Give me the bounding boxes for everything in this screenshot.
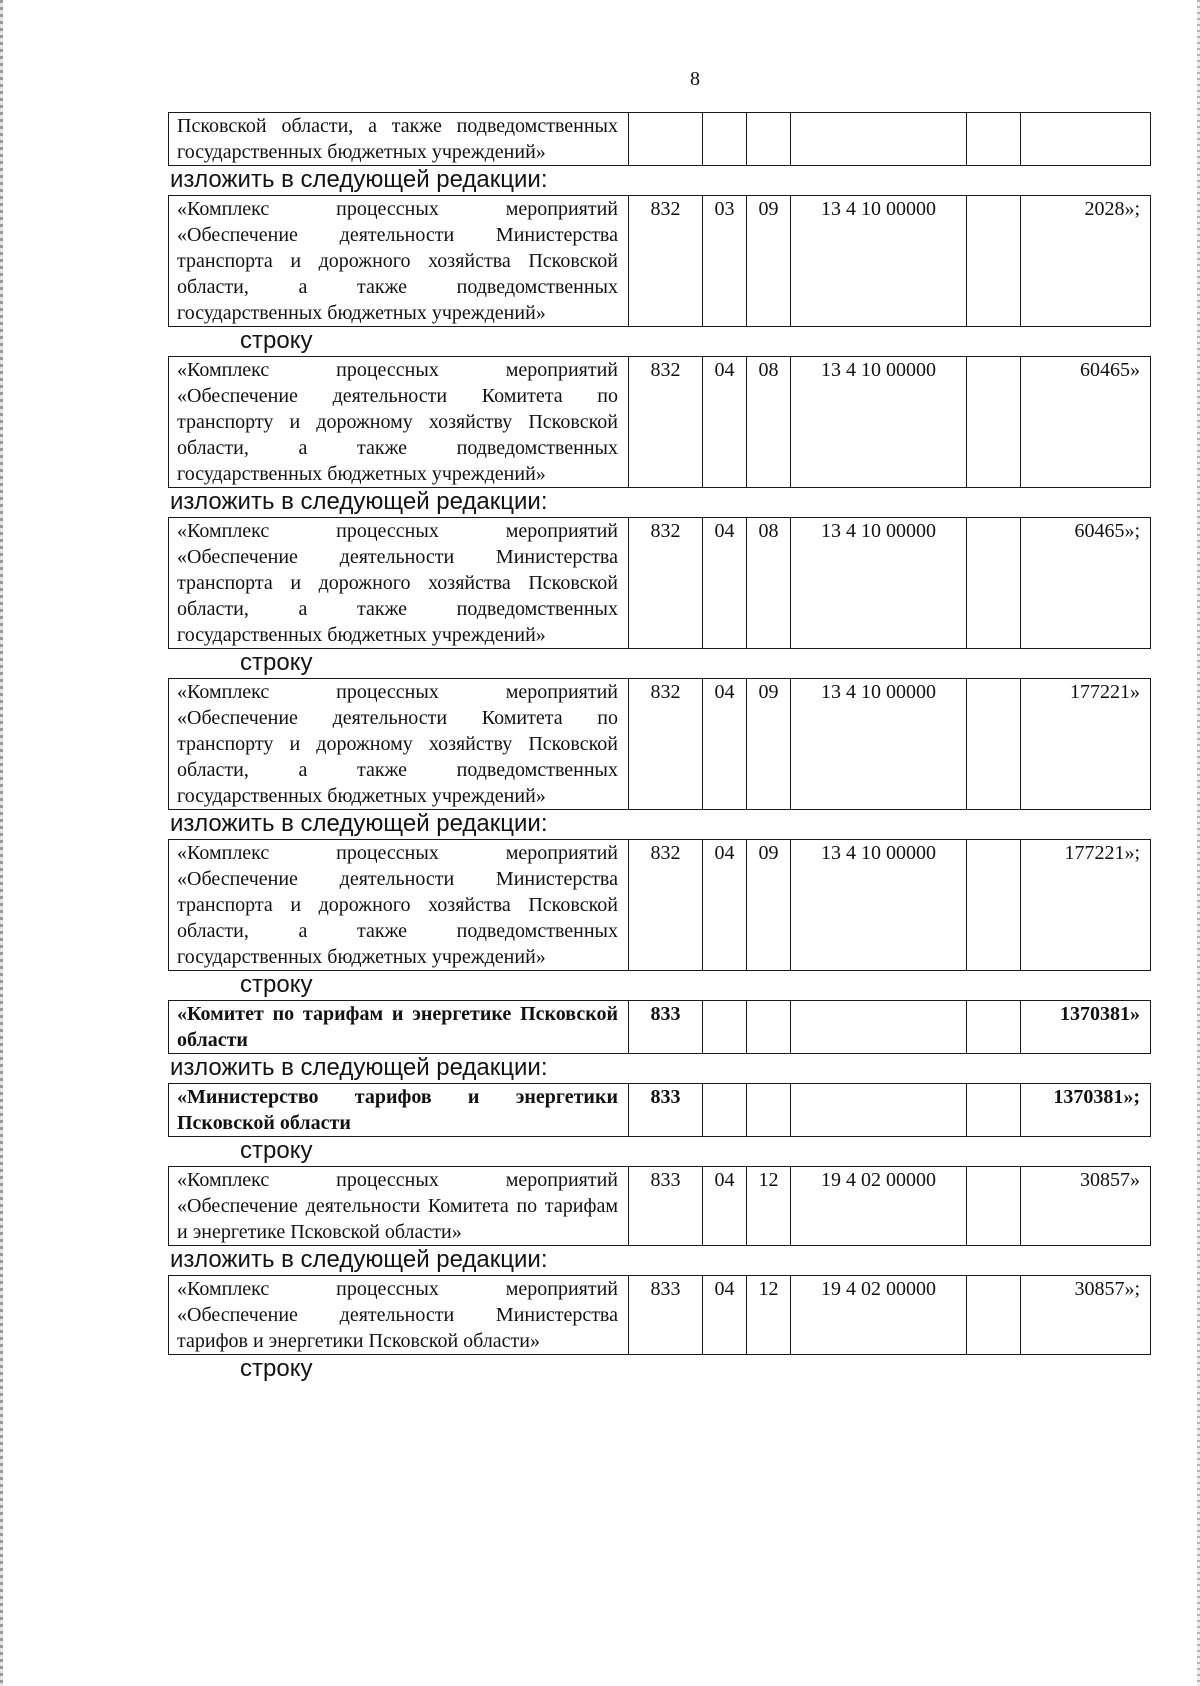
row-expense-type-cell <box>967 1084 1021 1137</box>
row-target-article-cell: 19 4 02 00000 <box>791 1167 967 1246</box>
row-amount-cell: 60465» <box>1021 357 1151 488</box>
row-ministry-code-cell: 832 <box>629 840 703 971</box>
row-target-article-cell: 13 4 10 00000 <box>791 357 967 488</box>
row-ministry-code-cell: 832 <box>629 357 703 488</box>
budget-table-row <box>168 1166 1151 1246</box>
row-amount-cell: 1370381» <box>1021 1001 1151 1054</box>
row-subsection-cell: 08 <box>747 518 791 649</box>
row-instruction: строку <box>240 649 313 676</box>
row-section-cell <box>703 113 747 166</box>
row-target-article-cell <box>791 113 967 166</box>
row-target-article-cell <box>791 1001 967 1054</box>
row-target-article-cell: 13 4 10 00000 <box>791 196 967 327</box>
amend-instruction: изложить в следующей редакции: <box>170 1246 548 1273</box>
row-instruction: строку <box>240 1355 313 1382</box>
row-subsection-cell <box>747 113 791 166</box>
row-instruction: строку <box>240 971 313 998</box>
amend-instruction: изложить в следующей редакции: <box>170 1054 548 1081</box>
row-ministry-code-cell: 833 <box>629 1167 703 1246</box>
row-ministry-code-cell <box>629 113 703 166</box>
budget-table-row <box>168 356 1151 488</box>
row-expense-type-cell <box>967 840 1021 971</box>
row-section-cell <box>703 1001 747 1054</box>
row-subsection-cell: 09 <box>747 196 791 327</box>
budget-table-row <box>168 678 1151 810</box>
row-subsection-cell: 08 <box>747 357 791 488</box>
row-ministry-code-cell: 833 <box>629 1276 703 1355</box>
row-section-cell: 04 <box>703 1276 747 1355</box>
budget-table-row <box>168 1083 1151 1137</box>
row-amount-cell: 60465»; <box>1021 518 1151 649</box>
row-instruction: строку <box>240 327 313 354</box>
row-name-cell: «Комплекс процессных мероприятий «Обеспечение деятельности Министерства транспорта и дорожного хозяйства Псковской области, а также подведомственных государственных бюджетных учреждений» <box>169 196 629 327</box>
row-instruction: строку <box>240 1137 313 1164</box>
row-expense-type-cell <box>967 679 1021 810</box>
row-name-cell: «Комплекс процессных мероприятий «Обеспечение деятельности Министерства тарифов и энергетики Псковской области» <box>169 1276 629 1355</box>
row-ministry-code-cell: 832 <box>629 679 703 810</box>
row-amount-cell: 30857»; <box>1021 1276 1151 1355</box>
amend-instruction: изложить в следующей редакции: <box>170 810 548 837</box>
row-subsection-cell: 09 <box>747 679 791 810</box>
row-section-cell: 04 <box>703 840 747 971</box>
row-name-cell: Псковской области, а также подведомственных государственных бюджетных учреждений» <box>169 113 629 166</box>
row-name-cell: «Министерство тарифов и энергетики Псковской области <box>169 1084 629 1137</box>
row-ministry-code-cell: 832 <box>629 518 703 649</box>
amend-instruction: изложить в следующей редакции: <box>170 166 548 193</box>
row-name-cell: «Комплекс процессных мероприятий «Обеспечение деятельности Министерства транспорта и дорожного хозяйства Псковской области, а также подведомственных государственных бюджетных учреждений» <box>169 518 629 649</box>
row-subsection-cell: 12 <box>747 1276 791 1355</box>
row-name-cell: «Комплекс процессных мероприятий «Обеспечение деятельности Министерства транспорта и дорожного хозяйства Псковской области, а также подведомственных государственных бюджетных учреждений» <box>169 840 629 971</box>
budget-table-row <box>168 1275 1151 1355</box>
row-target-article-cell <box>791 1084 967 1137</box>
row-section-cell: 04 <box>703 518 747 649</box>
row-ministry-code-cell: 832 <box>629 196 703 327</box>
row-name-cell: «Комплекс процессных мероприятий «Обеспечение деятельности Комитета по транспорту и дорожному хозяйству Псковской области, а также подведомственных государственных бюджетных учреждений» <box>169 357 629 488</box>
row-section-cell: 04 <box>703 357 747 488</box>
row-amount-cell: 30857» <box>1021 1167 1151 1246</box>
budget-table-row <box>168 1000 1151 1054</box>
row-subsection-cell: 12 <box>747 1167 791 1246</box>
row-amount-cell: 177221» <box>1021 679 1151 810</box>
row-ministry-code-cell: 833 <box>629 1001 703 1054</box>
row-subsection-cell <box>747 1084 791 1137</box>
row-amount-cell: 1370381»; <box>1021 1084 1151 1137</box>
row-subsection-cell: 09 <box>747 840 791 971</box>
row-name-cell: «Комплекс процессных мероприятий «Обеспечение деятельности Комитета по тарифам и энергетике Псковской области» <box>169 1167 629 1246</box>
budget-table-row <box>168 112 1151 166</box>
row-section-cell <box>703 1084 747 1137</box>
row-expense-type-cell <box>967 1276 1021 1355</box>
row-ministry-code-cell: 833 <box>629 1084 703 1137</box>
row-expense-type-cell <box>967 357 1021 488</box>
row-expense-type-cell <box>967 1167 1021 1246</box>
row-subsection-cell <box>747 1001 791 1054</box>
page-number: 8 <box>690 68 700 90</box>
row-target-article-cell: 13 4 10 00000 <box>791 518 967 649</box>
row-expense-type-cell <box>967 1001 1021 1054</box>
row-name-cell: «Комплекс процессных мероприятий «Обеспечение деятельности Комитета по транспорту и дорожному хозяйству Псковской области, а также подведомственных государственных бюджетных учреждений» <box>169 679 629 810</box>
row-amount-cell: 2028»; <box>1021 196 1151 327</box>
row-expense-type-cell <box>967 518 1021 649</box>
row-section-cell: 04 <box>703 679 747 810</box>
row-target-article-cell: 13 4 10 00000 <box>791 679 967 810</box>
row-section-cell: 03 <box>703 196 747 327</box>
row-amount-cell <box>1021 113 1151 166</box>
document-body <box>168 112 1153 1384</box>
budget-table-row <box>168 195 1151 327</box>
amend-instruction: изложить в следующей редакции: <box>170 488 548 515</box>
row-section-cell: 04 <box>703 1167 747 1246</box>
budget-table-row <box>168 839 1151 971</box>
row-name-cell: «Комитет по тарифам и энергетике Псковской области <box>169 1001 629 1054</box>
scan-edge-left <box>0 0 3 1686</box>
row-target-article-cell: 19 4 02 00000 <box>791 1276 967 1355</box>
budget-table-row <box>168 517 1151 649</box>
row-target-article-cell: 13 4 10 00000 <box>791 840 967 971</box>
row-expense-type-cell <box>967 196 1021 327</box>
row-expense-type-cell <box>967 113 1021 166</box>
row-amount-cell: 177221»; <box>1021 840 1151 971</box>
